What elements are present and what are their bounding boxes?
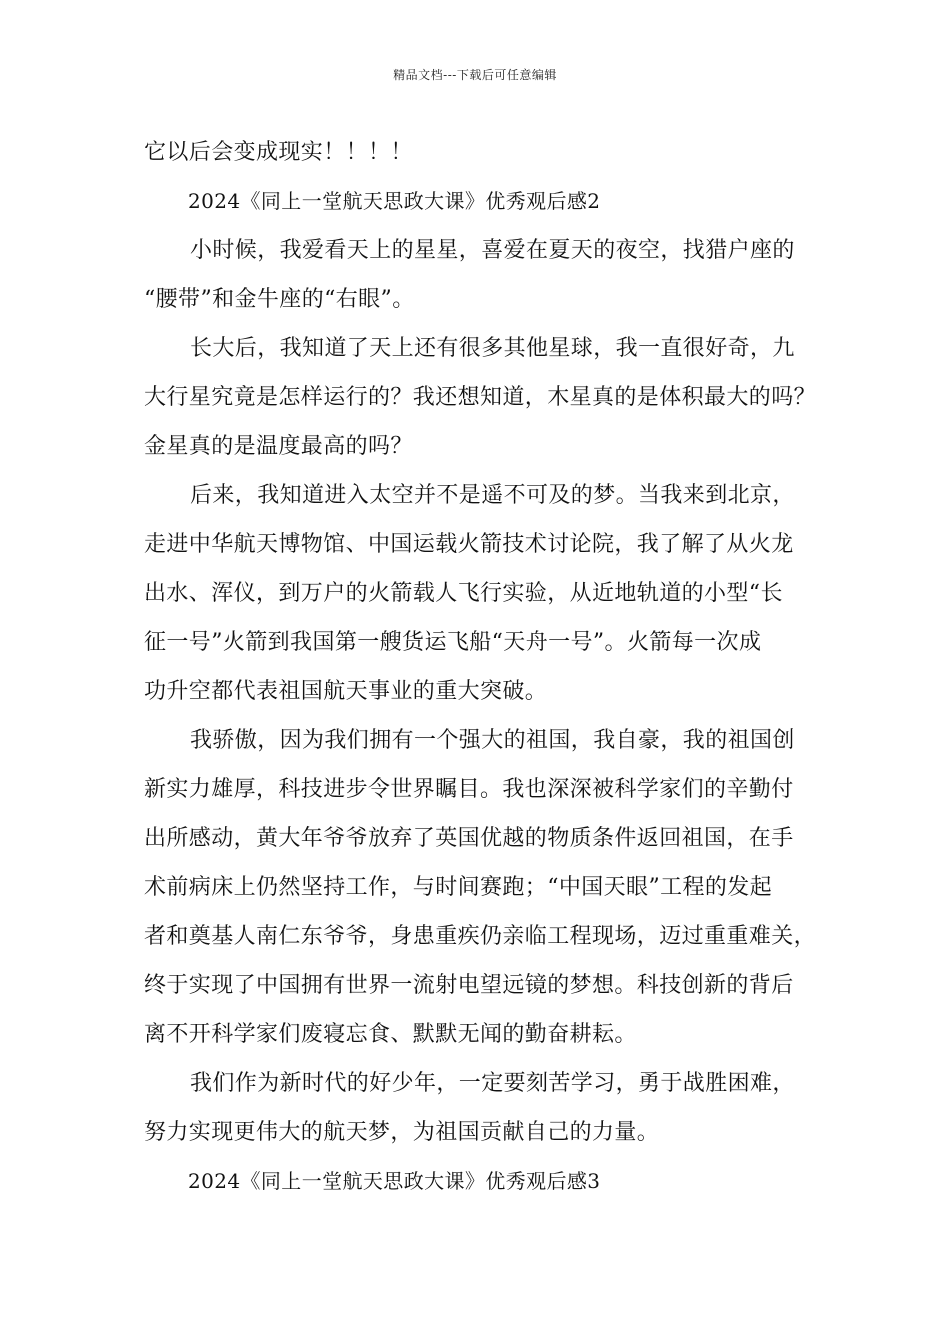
- paragraph-line: 征一号”火箭到我国第一艘货运飞船“天舟一号”。火箭每一次成: [144, 630, 762, 655]
- paragraph-line: 努力实现更伟大的航天梦，为祖国贡献自己的力量。: [144, 1120, 660, 1145]
- paragraph-line: 离不开科学家们废寝忘食、默默无闻的勤奋耕耘。: [144, 1022, 637, 1047]
- page-header: 精品文档---下载后可任意编辑: [393, 68, 557, 82]
- paragraph-line: 新实力雄厚，科技进步令世界瞩目。我也深深被科学家们的辛勤付: [144, 777, 794, 802]
- document-body: [144, 128, 834, 1206]
- paragraph-line: “腰带”和金牛座的“右眼”。: [144, 287, 415, 312]
- paragraph-line: 后来，我知道进入太空并不是遥不可及的梦。当我来到北京，: [190, 483, 795, 508]
- paragraph-line: 长大后，我知道了天上还有很多其他星球，我一直很好奇，九: [190, 336, 795, 361]
- paragraph-line: 我们作为新时代的好少年，一定要刻苦学习，勇于战胜困难，: [190, 1071, 795, 1096]
- paragraph-line: 者和奠基人南仁东爷爷，身患重疾仍亲临工程现场，迈过重重难关，: [144, 924, 817, 949]
- paragraph-line: 出所感动，黄大年爷爷放弃了英国优越的物质条件返回祖国，在手: [144, 826, 794, 851]
- section-heading: 2024《同上一堂航天思政大课》优秀观后感2: [188, 189, 601, 213]
- paragraph-line: 金星真的是温度最高的吗？: [144, 434, 413, 459]
- paragraph-line: 术前病床上仍然坚持工作，与时间赛跑；“中国天眼”工程的发起: [144, 875, 773, 900]
- paragraph-line: 终于实现了中国拥有世界一流射电望远镜的梦想。科技创新的背后: [144, 973, 794, 998]
- paragraph-line: 小时候，我爱看天上的星星，喜爱在夏天的夜空，找猎户座的: [190, 238, 795, 263]
- paragraph-line: 走进中华航天博物馆、中国运载火箭技术讨论院，我了解了从火龙: [144, 532, 794, 557]
- paragraph-line: 我骄傲，因为我们拥有一个强大的祖国，我自豪，我的祖国创: [190, 728, 795, 753]
- paragraph-line: 出水、浑仪，到万户的火箭载人飞行实验，从近地轨道的小型“长: [144, 581, 783, 606]
- paragraph-line: 大行星究竟是怎样运行的？我还想知道，木星真的是体积最大的吗？: [144, 385, 817, 410]
- paragraph-line: 它以后会变成现实！！！！: [144, 140, 413, 165]
- section-heading: 2024《同上一堂航天思政大课》优秀观后感3: [188, 1169, 601, 1193]
- paragraph-line: 功升空都代表祖国航天事业的重大突破。: [144, 679, 548, 704]
